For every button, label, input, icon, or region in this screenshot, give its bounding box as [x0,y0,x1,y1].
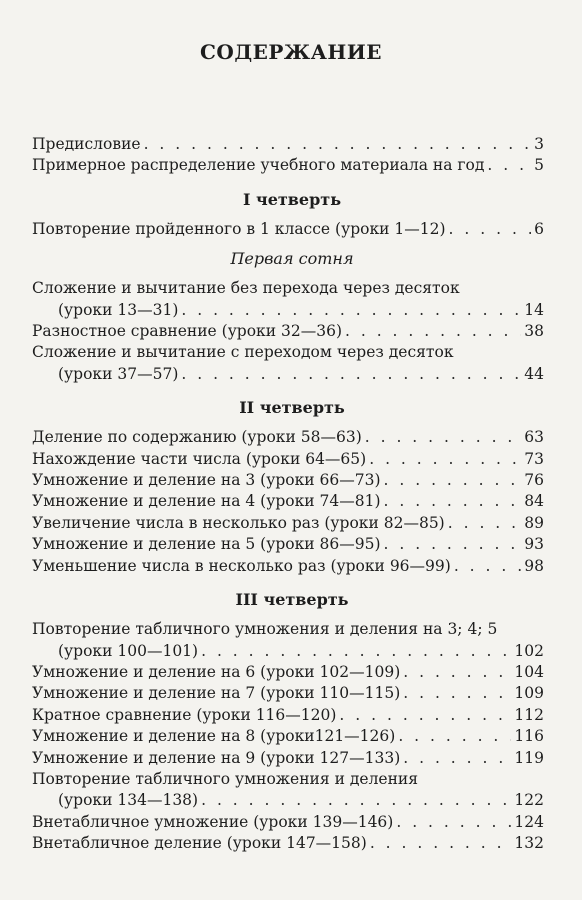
dot-leader [403,748,511,769]
entry-page: 89 [524,513,544,532]
dot-leader [384,534,522,555]
entry-title: Предисловие [32,135,141,153]
toc-entry [32,748,544,769]
entry-page: 132 [514,834,544,853]
entry-page: 104 [514,662,544,681]
entry-page: 122 [514,791,544,810]
entry-title: Сложение и вычитание с переходом через десяток [32,343,454,362]
entry-title: Разностное сравнение (уроки 32—36) [32,322,342,341]
entry-title: Умножение и деление на 3 (уроки 66—73) [32,471,381,490]
dot-leader [181,364,521,385]
entry-page: 102 [514,641,544,660]
toc-entry [32,155,544,176]
toc-entry [32,705,544,726]
toc-entry [32,662,544,683]
section-heading-q1: I четверть [242,189,342,209]
dot-leader [201,641,511,662]
entry-page: 112 [514,705,544,724]
entry-page: 73 [524,449,544,468]
dot-leader [384,470,522,491]
dot-leader [345,321,521,342]
toc-entry [32,427,544,448]
subsection-heading: Первая сотня [230,249,354,269]
entry-page: 38 [524,322,544,341]
toc-entry [32,134,544,155]
entry-page: 93 [524,535,544,554]
entry-title: Умножение и деление на 5 (уроки 86—95) [32,535,381,554]
entry-page: 6 [534,219,544,238]
entry-title: Деление по содержанию (уроки 58—63) [32,428,362,447]
dot-leader [339,705,511,726]
section-heading-q3: III четверть [235,590,349,610]
section-heading-q2: II четверть [239,398,345,418]
dot-leader [403,662,511,683]
dot-leader [384,491,522,512]
toc-entry [32,726,544,747]
toc-entry [32,534,544,555]
entry-title: Примерное распределение учебного материала на год [32,156,485,175]
entry-page: 14 [524,300,544,319]
table-of-contents [32,134,544,855]
entry-page: 63 [524,428,544,447]
toc-entry [32,321,544,342]
entry-page: 109 [514,684,544,703]
dot-leader [403,683,511,704]
toc-entry [32,769,544,812]
entry-page: 5 [534,156,544,175]
toc-entry [32,219,544,240]
entry-page: 76 [524,471,544,490]
entry-title: Умножение и деление на 9 (уроки 127—133) [32,748,401,767]
entry-title: Внетабличное деление (уроки 147—158) [32,834,367,853]
entry-page: 116 [514,727,544,746]
dot-leader [398,726,511,747]
entry-title: Умножение и деление на 6 (уроки 102—109) [32,662,401,681]
toc-entry [32,342,544,385]
entry-title: Умножение и деление на 4 (уроки 74—81) [32,492,381,511]
entry-title: Кратное сравнение (уроки 116—120) [32,705,337,724]
toc-entry [32,833,544,854]
page-title: СОДЕРЖАНИЕ [200,40,382,64]
toc-entry [32,491,544,512]
toc-entry [32,683,544,704]
entry-title: Нахождение части числа (уроки 64—65) [32,449,367,468]
dot-leader [201,790,511,811]
dot-leader [181,300,521,321]
entry-title: Повторение пройденного в 1 классе (уроки 1—12) [32,219,446,238]
dot-leader [370,833,512,854]
toc-entry [32,278,544,321]
dot-leader [487,155,531,176]
toc-entry [32,449,544,470]
dot-leader [448,513,522,534]
entry-page: 119 [514,748,544,767]
dot-leader [144,134,532,155]
entry-page: 98 [524,556,544,575]
dot-leader [449,219,532,240]
entry-title-continued: (уроки 100—101) [58,641,199,660]
dot-leader [369,449,521,470]
entry-title: Умножение и деление на 7 (уроки 110—115) [32,684,401,703]
entry-title-continued: (уроки 13—31) [58,300,179,319]
entry-title: Умножение и деление на 8 (уроки121—126) [32,727,396,746]
dot-leader [365,427,522,448]
toc-entry [32,556,544,577]
entry-title-continued: (уроки 134—138) [58,791,199,810]
entry-page: 3 [534,135,544,153]
toc-entry [32,470,544,491]
entry-title: Уменьшение числа в несколько раз (уроки 96—99) [32,556,451,575]
entry-page: 124 [514,812,544,831]
dot-leader [396,812,511,833]
entry-title: Увеличение числа в несколько раз (уроки 82—85) [32,513,445,532]
entry-title: Внетабличное умножение (уроки 139—146) [32,812,394,831]
entry-title-continued: (уроки 37—57) [58,364,179,383]
entry-page: 84 [524,492,544,511]
entry-title: Повторение табличного умножения и деления [32,769,419,788]
entry-title: Сложение и вычитание без перехода через десяток [32,279,460,298]
entry-title: Повторение табличного умножения и деления на 3; 4; 5 [32,620,498,639]
dot-leader [454,556,521,577]
entry-page: 44 [524,364,544,383]
toc-entry [32,619,544,662]
toc-entry [32,513,544,534]
toc-entry [32,812,544,833]
